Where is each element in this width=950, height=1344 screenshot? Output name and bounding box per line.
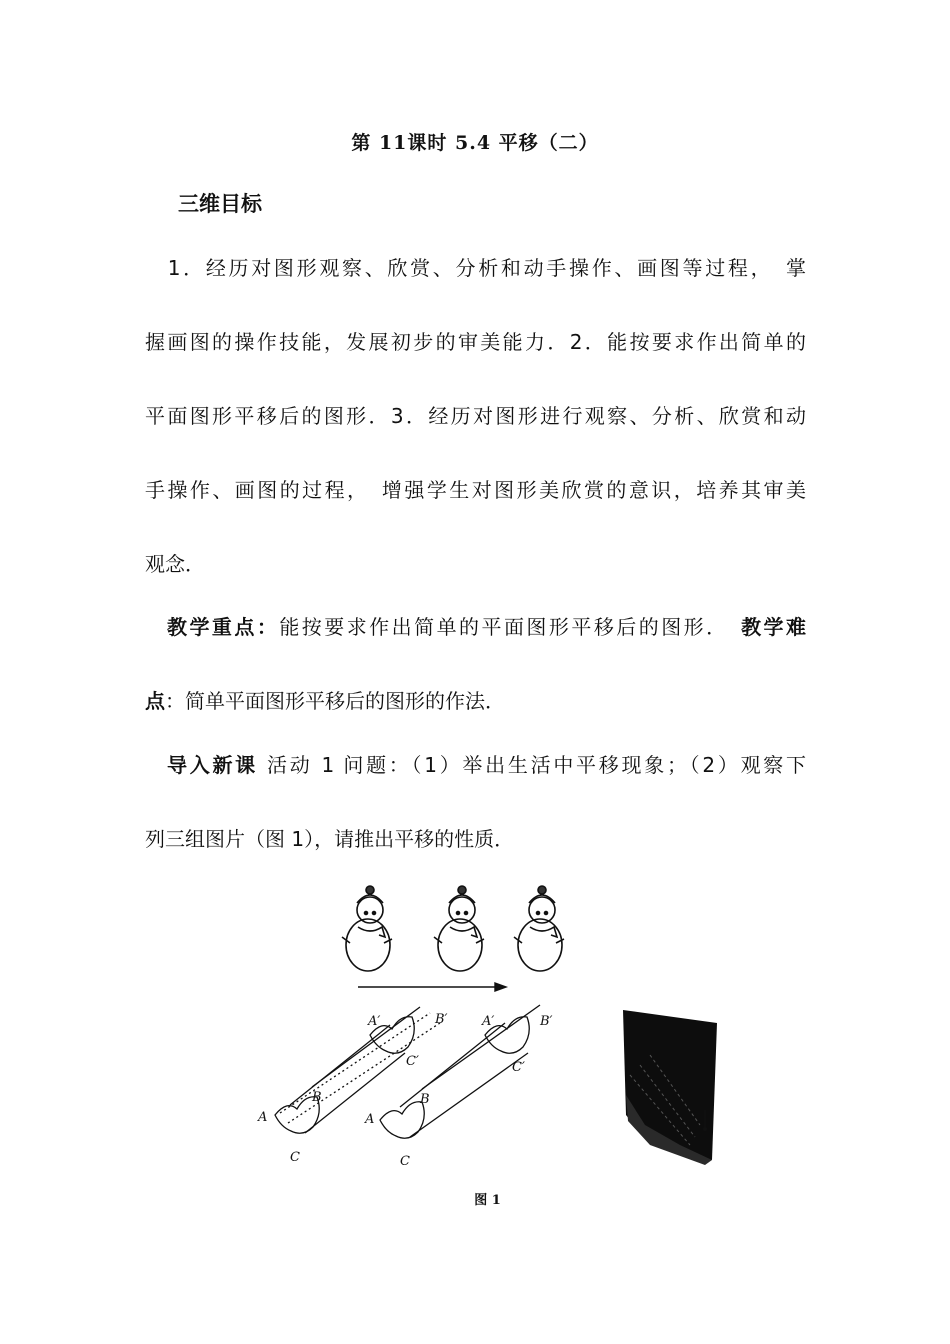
label-a-prime-2: A′ xyxy=(482,1014,495,1029)
goals-line: 1．经历对图形观察、欣赏、分析和动手操作、画图等过程， 掌 xyxy=(145,256,806,280)
figure-1 xyxy=(250,875,730,1175)
page-title: 第 11课时 5.4 平移（二） xyxy=(351,132,599,154)
key-point-label: 教学重点： xyxy=(167,615,280,639)
label-b-2: B xyxy=(420,1092,430,1107)
label-c-prime-1: C′ xyxy=(406,1054,419,1069)
goals-line: 平面图形平移后的图形．3．经历对图形进行观察、分析、欣赏和动 xyxy=(145,404,806,428)
goals-line: 握画图的操作技能，发展初步的审美能力．2．能按要求作出简单的 xyxy=(145,330,806,354)
difficulty-label-cont: 点 xyxy=(145,689,165,713)
label-b-1: B xyxy=(312,1090,322,1105)
label-c-2: C xyxy=(400,1154,410,1169)
label-a-2: A xyxy=(365,1112,375,1127)
key-point-text: 能按要求作出简单的平面图形平移后的图形． xyxy=(279,615,719,639)
intro-label: 导入新课 xyxy=(167,753,258,777)
snowman-icon xyxy=(434,886,484,971)
section-heading: 三维目标 xyxy=(178,192,262,216)
key-points-line xyxy=(145,612,806,642)
difficulty-line xyxy=(145,686,806,716)
intro-line: 列三组图片（图 1），请推出平移的性质． xyxy=(145,827,515,851)
label-b-prime-2: B′ xyxy=(540,1014,553,1029)
pattern-photo xyxy=(623,1010,717,1165)
goals-line: 观念． xyxy=(145,552,205,576)
intro-text: 活动 1 问题：（1）举出生活中平移现象；（2）观察下 xyxy=(267,753,807,777)
goals-line: 手操作、画图的过程， 增强学生对图形美欣赏的意识，培养其审美 xyxy=(145,478,806,502)
label-c-1: C xyxy=(290,1150,300,1165)
translation-diagram-left xyxy=(275,1007,440,1133)
figure-caption: 图 1 xyxy=(474,1193,501,1208)
intro-line xyxy=(145,750,806,780)
arrow-right-icon xyxy=(358,983,506,991)
snowman-icon xyxy=(342,886,392,971)
label-a-prime-1: A′ xyxy=(368,1014,381,1029)
label-b-prime-1: B′ xyxy=(435,1012,448,1027)
snowman-icon xyxy=(514,886,564,971)
difficulty-text: ：简单平面图形平移后的图形的作法． xyxy=(165,689,505,713)
label-c-prime-2: C′ xyxy=(512,1060,525,1075)
label-a-1: A xyxy=(258,1110,268,1125)
difficulty-label: 教学难 xyxy=(741,615,807,639)
